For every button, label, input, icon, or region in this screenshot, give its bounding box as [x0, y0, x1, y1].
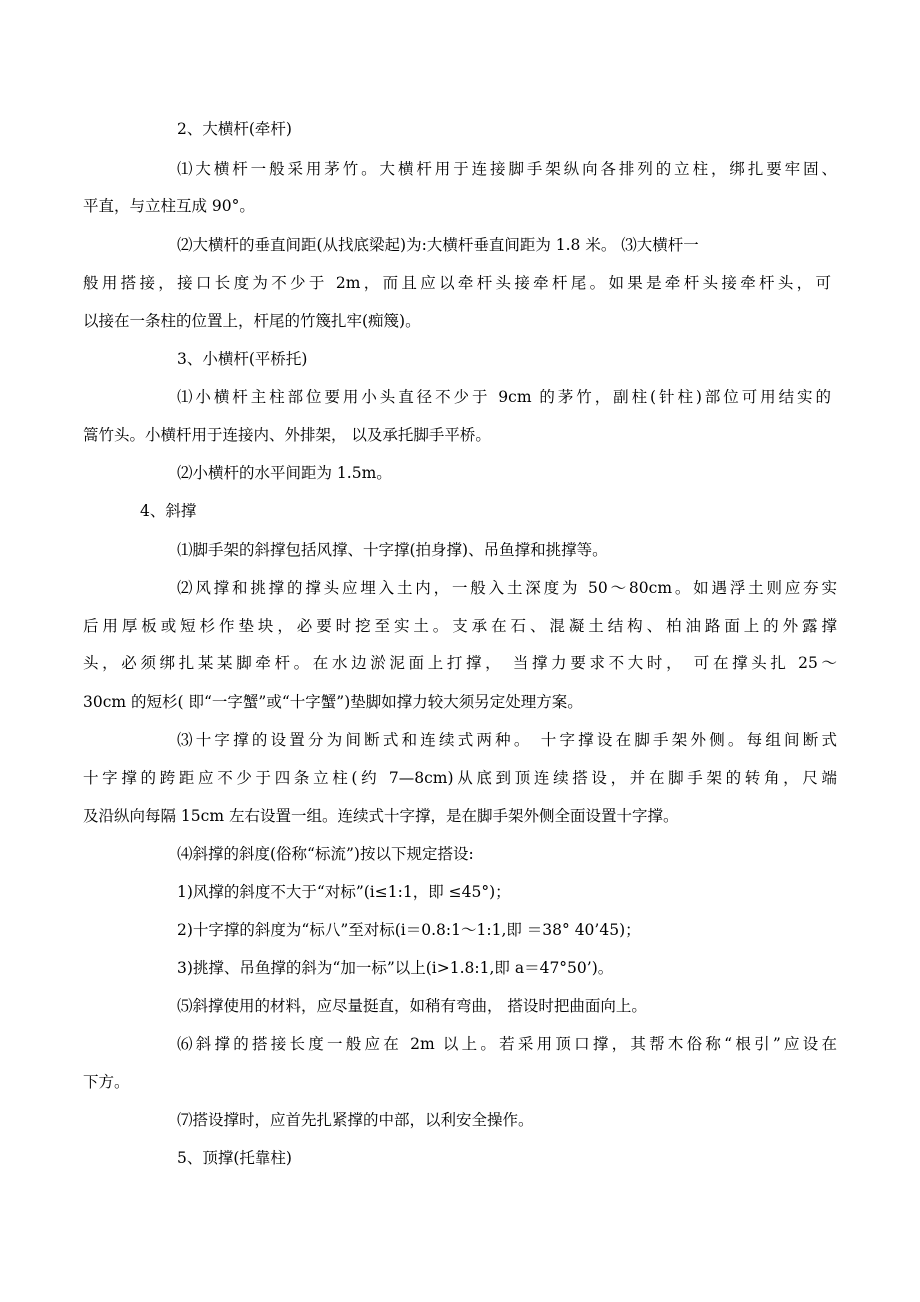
paragraph-line: 下方。 [83, 1073, 130, 1091]
paragraph-line: ⑶十字撑的设置分为间断式和连续式两种。 十字撑设在脚手架外侧。每组间断式 [177, 731, 837, 749]
paragraph-line: 30cm 的短杉( 即“一字蟹”或“十字蟹”)垫脚如撑力较大须另定处理方案。 [83, 693, 583, 711]
heading-3-small-crossbar: 3、小横杆(平桥托) [177, 350, 308, 368]
paragraph-line: ⑺搭设撑时，应首先扎紧撑的中部，以利安全操作。 [177, 1111, 534, 1129]
paragraph-line: 般用搭接，接口长度为不少于 2m，而且应以牵杆头接牵杆尾。如果是牵杆头接牵杆头，可 [83, 274, 831, 292]
paragraph-line: 篙竹头。小横杆用于连接内、外排架， 以及承托脚手平桥。 [83, 426, 491, 444]
paragraph-line: 十字撑的跨距应不少于四条立柱(约 7—8cm)从底到顶连续搭设，并在脚手架的转角，尺端 [83, 769, 837, 787]
paragraph-line: ⑵小横杆的水平间距为 1.5m。 [177, 464, 392, 482]
paragraph-line: ⑵大横杆的垂直间距(从找底梁起)为:大横杆垂直间距为 1.8 米。 ⑶大横杆一 [177, 236, 699, 254]
paragraph-line: 及沿纵向每隔 15cm 左右设置一组。连续式十字撑，是在脚手架外侧全面设置十字撑。 [83, 807, 679, 825]
list-item-2: 2)十字撑的斜度为“标八”至对标(i＝0.8:1～1:1,即 ＝38° 40’45)； [177, 921, 641, 939]
list-item-3: 3)挑撑、吊鱼撑的斜为“加一标”以上(i>1.8:1,即 a＝47°50’)。 [177, 959, 614, 977]
heading-4-diagonal-brace: 4、斜撑 [140, 502, 197, 520]
paragraph-line: ⑵风撑和挑撑的撑头应埋入土内，一般入土深度为 50～80cm。如遇浮土则应夯实 [177, 579, 837, 597]
list-item-1: 1)风撑的斜度不大于“对标”(i≤1:1，即 ≤45°)； [177, 883, 511, 901]
heading-5-top-brace: 5、顶撑(托靠柱) [177, 1149, 292, 1167]
paragraph-line: ⑹斜撑的搭接长度一般应在 2m 以上。若采用顶口撑，其帮木俗称“根引”应设在 [177, 1035, 837, 1053]
paragraph-line: 以接在一条柱的位置上，杆尾的竹篾扎牢(痴篾)。 [83, 312, 421, 330]
paragraph-line: ⑷斜撑的斜度(俗称“标流”)按以下规定搭设: [177, 845, 474, 863]
paragraph-line: 头，必须绑扎某某脚牵杆。在水边淤泥面上打撑， 当撑力要求不大时， 可在撑头扎 25～ [83, 654, 837, 672]
paragraph-line: 后用厚板或短杉作垫块，必要时挖至实土。支承在石、混凝土结构、柏油路面上的外露撑 [83, 617, 837, 635]
paragraph-line: 平直，与立柱互成 90°。 [83, 197, 255, 215]
paragraph-line: ⑴脚手架的斜撑包括风撑、十字撑(拍身撑)、吊鱼撑和挑撑等。 [177, 541, 608, 559]
paragraph-line: ⑸斜撑使用的材料，应尽量挺直，如稍有弯曲， 搭设时把曲面向上。 [177, 997, 647, 1015]
heading-2-big-crossbar: 2、大横杆(牵杆) [177, 120, 292, 138]
paragraph-line: ⑴小横杆主柱部位要用小头直径不少于 9cm 的茅竹，副柱(针柱)部位可用结实的 [177, 388, 831, 406]
paragraph-line: ⑴大横杆一般采用茅竹。大横杆用于连接脚手架纵向各排列的立柱，绑扎要牢固、 [177, 160, 837, 178]
